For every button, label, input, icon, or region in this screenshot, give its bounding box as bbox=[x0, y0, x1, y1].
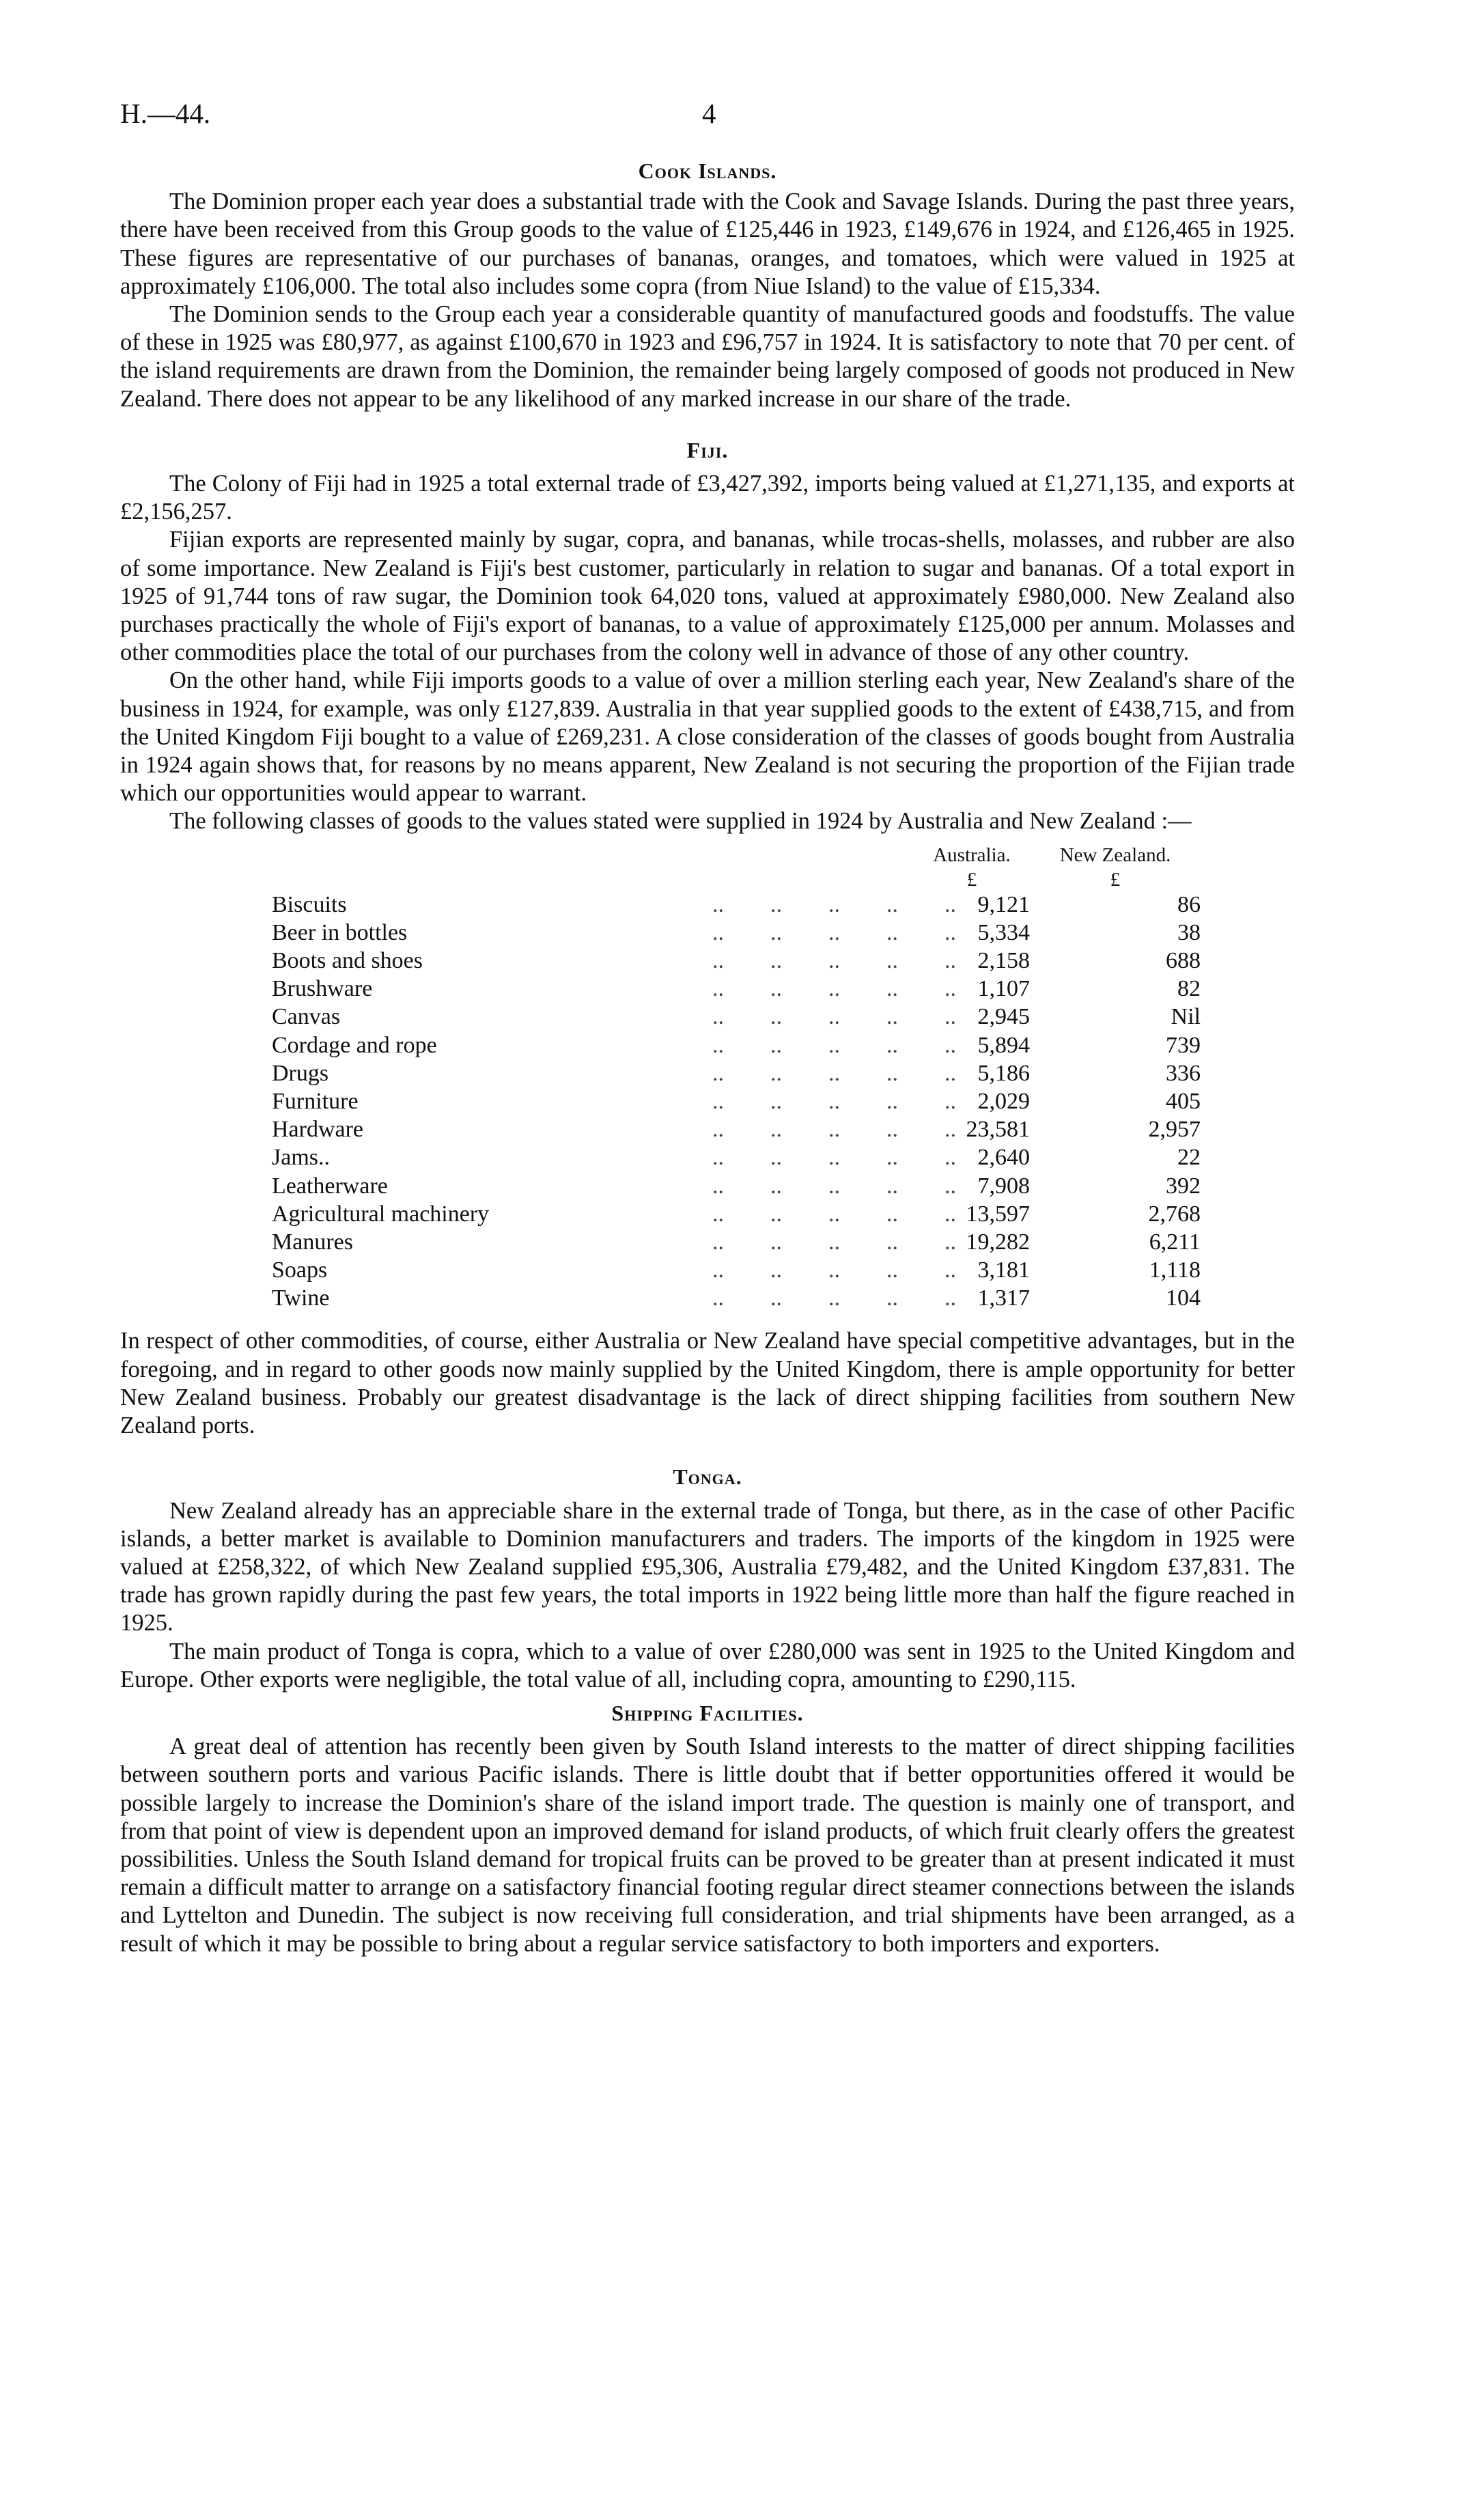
table-cell-item: Leatherware bbox=[272, 1173, 393, 1199]
table-cell-item: Furniture bbox=[272, 1089, 364, 1114]
table-cell-new-zealand: 2,957 bbox=[1148, 1117, 1201, 1143]
column-header-new-zealand: New Zealand. bbox=[1059, 844, 1171, 866]
table-cell-australia: 1,107 bbox=[977, 976, 1030, 1002]
table-cell-item: Biscuits bbox=[272, 892, 352, 917]
table-cell-item: Jams.. bbox=[272, 1145, 335, 1170]
table-cell-new-zealand: 104 bbox=[1166, 1285, 1201, 1311]
paragraph: The main product of Tonga is copra, which to a value of over £280,000 was sent in 1925 to the United Kingdom and Europe. Other exports were negligible, the total value of all, including copra, amounting to £290,115. bbox=[120, 1638, 1295, 1693]
table-cell-australia: 2,029 bbox=[977, 1088, 1030, 1114]
section-title: Fiji. bbox=[686, 437, 729, 462]
paragraph: The Dominion proper each year does a substantial trade with the Cook and Savage Islands. During the past three years, there have been received from this Group goods to the value of £125,446 in 1923, £149,676 in 1924, and £126,465 in 1925. These figures are representative of our purchases of bananas, oranges, and tomatoes, which were valued in 1925 at approximately £106,000. The total also includes some copra (from Niue Island) to the value of £15,334. bbox=[120, 189, 1295, 299]
table-cell-item: Boots and shoes bbox=[272, 948, 428, 973]
paragraph: The Dominion sends to the Group each year a considerable quantity of manufactured goods and foodstuffs. The value of these in 1925 was £80,977, as against £100,670 in 1923 and £96,757 in 1924. It is satisfactory to note that 70 per cent. of the island requirements are drawn from the Dominion, the remainder being largely composed of goods not produced in New Zealand. There does not appear to be any likelihood of any marked increase in our share of the trade. bbox=[120, 301, 1295, 412]
table-cell-new-zealand: 336 bbox=[1166, 1060, 1201, 1086]
table-cell-item: Agricultural machinery bbox=[272, 1201, 494, 1227]
table-cell-item: Cordage and rope bbox=[272, 1033, 443, 1058]
table-row: .. .. .. .. .. Canvas 2,945 Nil bbox=[272, 1003, 1201, 1031]
table-cell-item: Beer in bottles bbox=[272, 920, 412, 945]
table-cell-australia: 7,908 bbox=[977, 1173, 1030, 1199]
paragraph: The following classes of goods to the values stated were supplied in 1924 by Australia and New Zealand :— bbox=[169, 808, 1192, 835]
section-title: Tonga. bbox=[673, 1464, 742, 1490]
section-title: Cook Islands. bbox=[638, 158, 777, 183]
table-row: .. .. .. .. .. Brushware 1,107 82 bbox=[272, 975, 1201, 1003]
table-cell-australia: 5,894 bbox=[977, 1032, 1030, 1058]
table-row: .. .. .. .. .. Boots and shoes 2,158 688 bbox=[272, 947, 1201, 975]
page-content bbox=[120, 157, 1295, 1958]
table-row: .. .. .. .. .. Beer in bottles 5,334 38 bbox=[272, 919, 1201, 947]
table-cell-item: Drugs bbox=[272, 1061, 334, 1086]
table-cell-new-zealand: 739 bbox=[1166, 1032, 1201, 1058]
table-cell-new-zealand: Nil bbox=[1171, 1004, 1201, 1030]
paragraph: The Colony of Fiji had in 1925 a total external trade of £3,427,392, imports being valued at £1,271,135, and exports at £2,156,257. bbox=[120, 471, 1295, 525]
table-row: .. .. .. .. .. Biscuits 9,121 86 bbox=[272, 891, 1201, 919]
unit-australia: £ bbox=[966, 868, 977, 891]
table-cell-item: Soaps bbox=[272, 1257, 333, 1283]
table-cell-new-zealand: 86 bbox=[1177, 891, 1201, 917]
table-cell-item: Canvas bbox=[272, 1004, 346, 1029]
table-cell-new-zealand: 38 bbox=[1177, 919, 1201, 945]
table-row: .. .. .. .. .. Manures 19,282 6,211 bbox=[272, 1228, 1201, 1256]
table-cell-new-zealand: 405 bbox=[1166, 1088, 1201, 1114]
table-cell-new-zealand: 688 bbox=[1166, 948, 1201, 974]
paragraph: A great deal of attention has recently been given by South Island interests to the matter of direct shipping facilities between southern ports and various Pacific islands. There is little doubt that if better opportunities offered it would be possible largely to increase the Dominion's share of the island import trade. The question is mainly one of transport, and from that point of view is dependent upon an improved demand for island products, of which fruit clearly offers the greatest possibilities. Unless the South Island demand for tropical fruits can be proved to be greater than at present indicated it must remain a difficult matter to arrange on a satisfactory financial footing regular direct steamer connections between the islands and Lyttelton and Dunedin. The subject is now receiving full consideration, and trial shipments have been arranged, as a result of which it may be possible to bring about a regular service satisfactory to both importers and exporters. bbox=[120, 1733, 1295, 1957]
unit-new-zealand: £ bbox=[1110, 868, 1121, 891]
table-cell-item: Twine bbox=[272, 1285, 335, 1311]
table-cell-australia: 3,181 bbox=[977, 1257, 1030, 1283]
section-shipping-facilities bbox=[120, 1699, 1295, 1958]
table-cell-new-zealand: 22 bbox=[1177, 1145, 1201, 1171]
table-row: .. .. .. .. .. Jams.. 2,640 22 bbox=[272, 1143, 1201, 1171]
table-row: .. .. .. .. .. Drugs 5,186 336 bbox=[272, 1059, 1201, 1087]
table-cell-new-zealand: 1,118 bbox=[1149, 1257, 1201, 1283]
section-fiji bbox=[120, 436, 1295, 1440]
document-reference: H.—44. bbox=[120, 98, 211, 129]
table-row: .. .. .. .. .. Soaps 3,181 1,118 bbox=[272, 1256, 1201, 1284]
section-tonga bbox=[120, 1463, 1295, 1694]
table-cell-australia: 2,158 bbox=[977, 948, 1030, 974]
table-row: .. .. .. .. .. Cordage and rope 5,894 739 bbox=[272, 1031, 1201, 1059]
table-cell-item: Brushware bbox=[272, 976, 378, 1001]
table-row: .. .. .. .. .. Twine 1,317 104 bbox=[272, 1284, 1201, 1312]
table-row: .. .. .. .. .. Leatherware 7,908 392 bbox=[272, 1172, 1201, 1200]
table-cell-australia: 5,334 bbox=[977, 919, 1030, 945]
table-cell-new-zealand: 2,768 bbox=[1148, 1201, 1201, 1227]
page-number: 4 bbox=[702, 98, 716, 129]
table-cell-new-zealand: 82 bbox=[1177, 976, 1201, 1002]
paragraph: New Zealand already has an appreciable share in the external trade of Tonga, but there, as in the case of other Pacific islands, a better market is available to Dominion manufacturers and traders. The imports of the kingdom in 1925 were valued at £258,322, of which New Zealand supplied £95,306, Australia £79,482, and the United Kingdom £37,831. The trade has grown rapidly during the past few years, the total imports in 1922 being little more than half the figure reached in 1925. bbox=[120, 1497, 1295, 1637]
table-cell-item: Hardware bbox=[272, 1117, 369, 1142]
table-cell-australia: 19,282 bbox=[966, 1229, 1030, 1255]
table-cell-australia: 2,945 bbox=[977, 1004, 1030, 1030]
table-unit-row bbox=[272, 866, 1201, 891]
table-cell-australia: 9,121 bbox=[977, 891, 1030, 917]
table-cell-australia: 5,186 bbox=[977, 1060, 1030, 1086]
section-cook-islands bbox=[120, 157, 1295, 413]
table-cell-australia: 13,597 bbox=[966, 1201, 1030, 1227]
page-header bbox=[120, 97, 1295, 138]
paragraph: On the other hand, while Fiji imports goods to a value of over a million sterling each year, New Zealand's share of the business in 1924, for example, was only £127,839. Australia in that year supplied goods to the extent of £438,715, and from the United Kingdom Fiji bought to a value of £269,231. A close consideration of the classes of goods bought from Australia in 1924 again shows that, for reasons by no means apparent, New Zealand is not securing the proportion of the Fijian trade which our opportunities would appear to warrant. bbox=[120, 667, 1295, 807]
table-row: .. .. .. .. .. Hardware 23,581 2,957 bbox=[272, 1115, 1201, 1143]
trade-table bbox=[272, 841, 1201, 1313]
column-header-australia: Australia. bbox=[933, 844, 1011, 866]
table-cell-new-zealand: 6,211 bbox=[1149, 1229, 1201, 1255]
table-cell-australia: 2,640 bbox=[977, 1145, 1030, 1171]
table-cell-new-zealand: 392 bbox=[1166, 1173, 1201, 1199]
table-cell-item: Manures bbox=[272, 1229, 359, 1255]
table-cell-australia: 1,317 bbox=[977, 1285, 1030, 1311]
paragraph: In respect of other commodities, of course, either Australia or New Zealand have special competitive advantages, but in the foregoing, and in regard to other goods now mainly supplied by the United Kingdom, there is ample opportunity for better New Zealand business. Probably our greatest disadvantage is the lack of direct shipping facilities from southern New Zealand ports. bbox=[120, 1328, 1295, 1439]
table-row: .. .. .. .. .. Agricultural machinery 13,597 2,768 bbox=[272, 1200, 1201, 1228]
paragraph: Fijian exports are represented mainly by sugar, copra, and bananas, while trocas-shells, molasses, and rubber are also of some importance. New Zealand is Fiji's best customer, particularly in relation to sugar and bananas. Of a total export in 1925 of 91,744 tons of raw sugar, the Dominion took 64,020 tons, valued at approximately £980,000. New Zealand also purchases practically the whole of Fiji's export of bananas, to a value of approximately £125,000 per annum. Molasses and other commodities place the total of our purchases from the colony well in advance of those of any other country. bbox=[120, 527, 1295, 666]
table-header-row bbox=[272, 841, 1201, 866]
table-cell-australia: 23,581 bbox=[966, 1117, 1030, 1143]
section-title: Shipping Facilities. bbox=[611, 1700, 804, 1725]
table-row: .. .. .. .. .. Furniture 2,029 405 bbox=[272, 1087, 1201, 1115]
table-body bbox=[272, 891, 1201, 1313]
